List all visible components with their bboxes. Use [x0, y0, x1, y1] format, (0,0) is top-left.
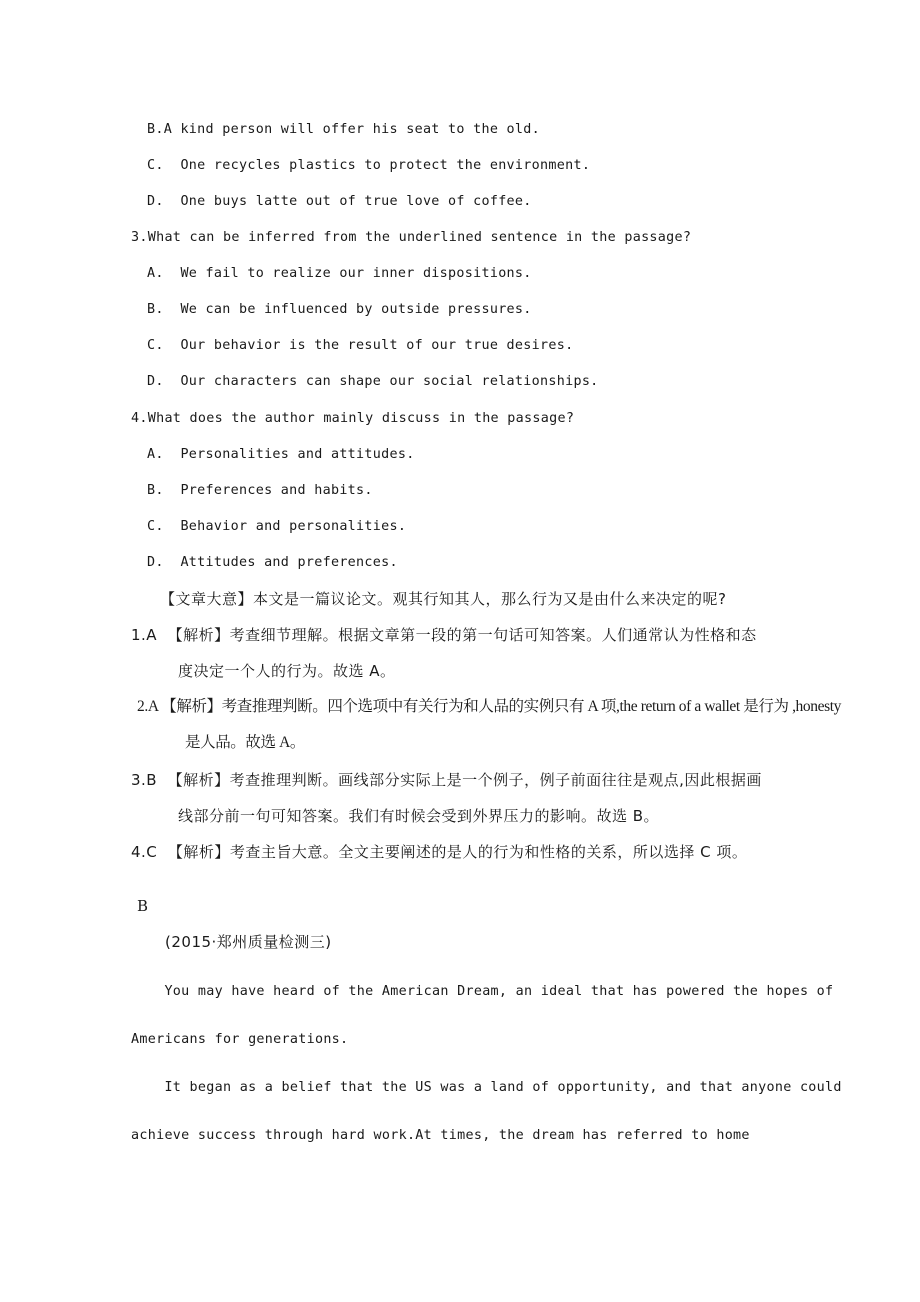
answer-1-line1: 1.A 【解析】考查细节理解。根据文章第一段的第一句话可知答案。人们通常认为性格和态	[131, 626, 757, 644]
q4-option-b: B. Preferences and habits.	[147, 483, 373, 498]
q3-stem: 3.What can be inferred from the underlined sentence in the passage?	[131, 230, 692, 245]
section-b-label: B	[137, 897, 149, 915]
q2-option-c: C. One recycles plastics to protect the environment.	[147, 158, 591, 173]
passage-paragraph-2-line1: It began as a belief that the US was a land of opportunity, and that anyone could	[131, 1080, 842, 1095]
answer-3-line1: 3.B 【解析】考查推理判断。画线部分实际上是一个例子，例子前面往往是观点,因此根据画	[131, 771, 762, 789]
q3-option-a: A. We fail to realize our inner dispositions.	[147, 266, 532, 281]
q4-stem: 4.What does the author mainly discuss in the passage?	[131, 411, 575, 426]
q2-option-d: D. One buys latte out of true love of coffee.	[147, 194, 532, 209]
q3-option-c: C. Our behavior is the result of our true desires.	[147, 338, 574, 353]
answer-2-line2: 是人品。故选 A。	[185, 734, 305, 751]
q4-option-c: C. Behavior and personalities.	[147, 519, 407, 534]
answer-2-line1: 2.A 【解析】考查推理判断。四个选项中有关行为和人品的实例只有 A 项,the return of a wallet 是行为 ,honesty	[137, 698, 841, 715]
passage-summary: 【文章大意】本文是一篇议论文。观其行知其人，那么行为又是由什么来决定的呢?	[160, 590, 727, 608]
q2-option-b: B.A kind person will offer his seat to the old.	[147, 122, 541, 137]
passage-paragraph-2-line2: achieve success through hard work.At times, the dream has referred to home	[131, 1128, 750, 1143]
answer-1-line2: 度决定一个人的行为。故选 A。	[178, 662, 396, 680]
answer-3-line2: 线部分前一句可知答案。我们有时候会受到外界压力的影响。故选 B。	[178, 807, 660, 825]
q3-option-b: B. We can be influenced by outside pressures.	[147, 302, 532, 317]
answer-4-line1: 4.C 【解析】考查主旨大意。全文主要阐述的是人的行为和性格的关系，所以选择 C 项。	[131, 843, 748, 861]
section-b-source: (2015·郑州质量检测三)	[165, 933, 332, 951]
q3-option-d: D. Our characters can shape our social relationships.	[147, 374, 599, 389]
passage-paragraph-1-line2: Americans for generations.	[131, 1032, 349, 1047]
passage-paragraph-1-line1: You may have heard of the American Dream, an ideal that has powered the hopes of	[131, 984, 834, 999]
q4-option-d: D. Attitudes and preferences.	[147, 555, 398, 570]
q4-option-a: A. Personalities and attitudes.	[147, 447, 415, 462]
